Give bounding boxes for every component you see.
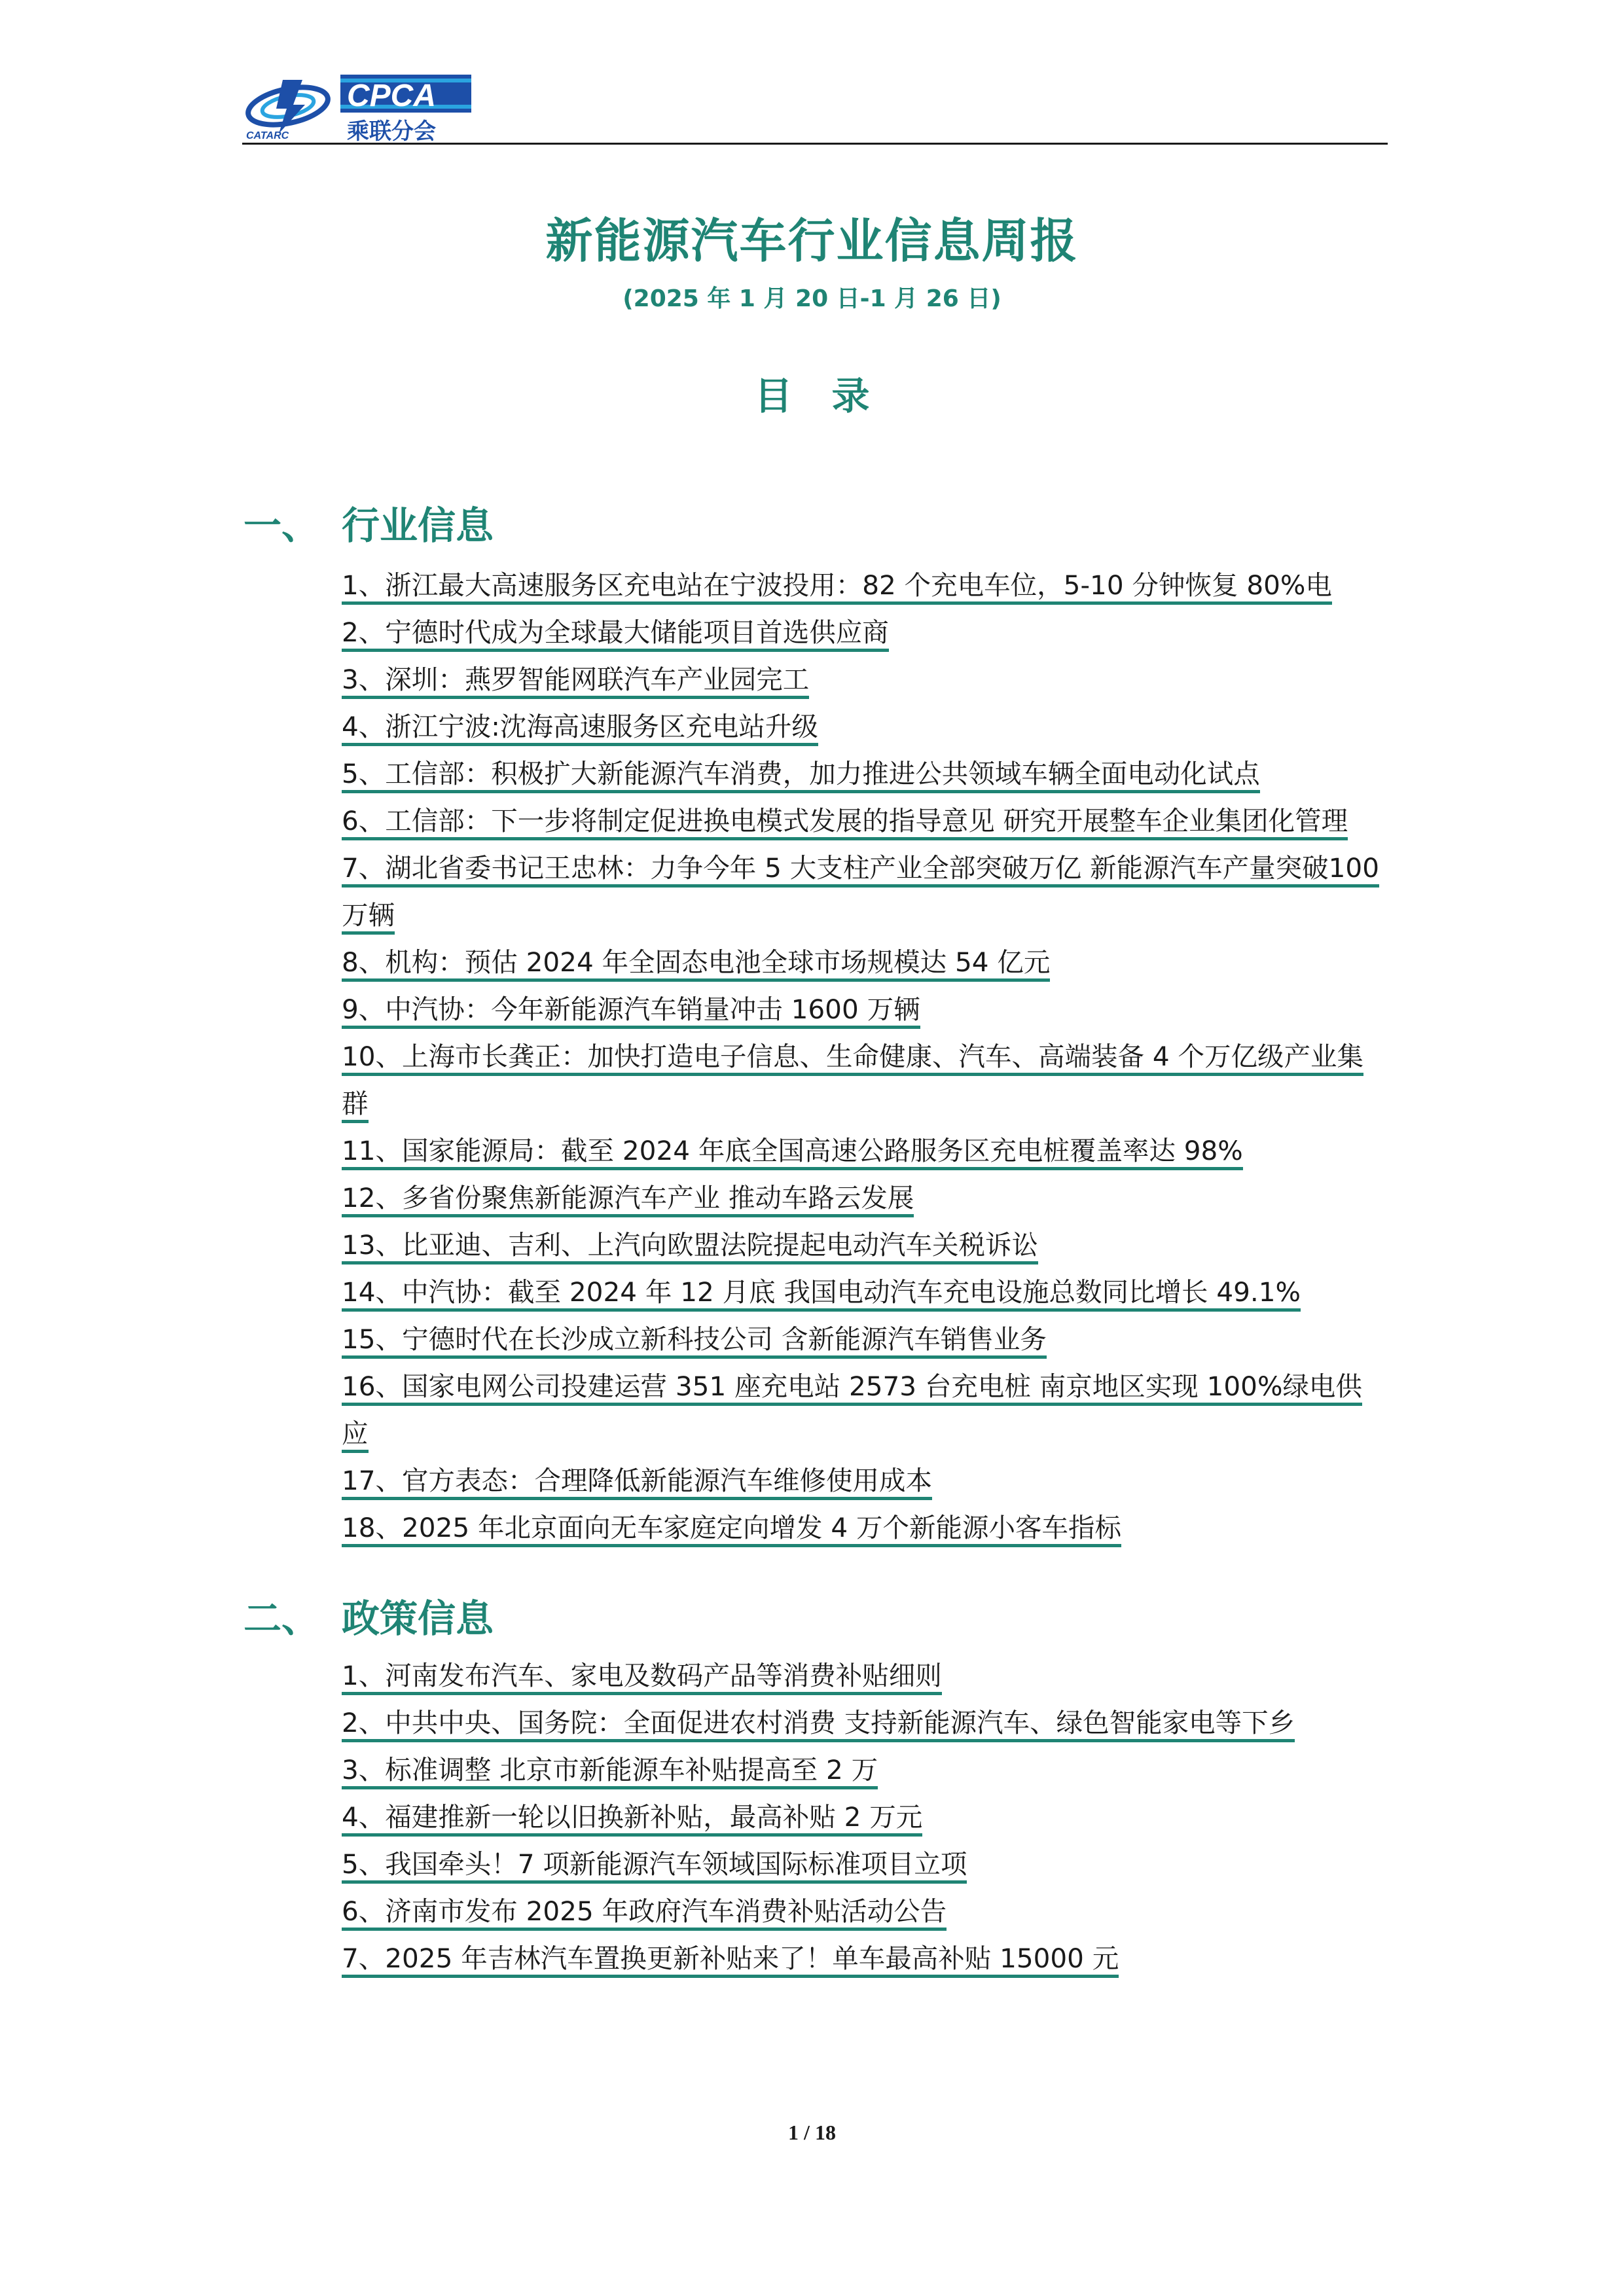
header-divider [242,143,1388,145]
page-number: 1 / 18 [788,2121,836,2144]
toc-item [342,1840,1388,1888]
toc-link[interactable]: 11、国家能源局：截至 2024 年底全国高速公路服务区充电桩覆盖率达 98% [342,1135,1243,1170]
toc-link[interactable]: 7、湖北省委书记王忠林：力争今年 5 大支柱产业全部突破万亿 新能源汽车产量突破100 万辆 [342,852,1379,935]
toc-link[interactable]: 4、福建推新一轮以旧换新补贴，最高补贴 2 万元 [342,1801,922,1837]
toc-item [342,844,1388,939]
toc-link[interactable]: 2、宁德时代成为全球最大储能项目首选供应商 [342,617,889,652]
toc-link[interactable]: 12、多省份聚焦新能源汽车产业 推动车路云发展 [342,1182,914,1217]
toc-title: 目录 [754,374,909,418]
toc-link[interactable]: 5、我国牵头！7 项新能源汽车领域国际标准项目立项 [342,1848,967,1884]
toc-link[interactable]: 15、宁德时代在长沙成立新科技公司 含新能源汽车销售业务 [342,1323,1047,1359]
document-title: 新能源汽车行业信息周报 [545,213,1079,268]
toc-item [342,750,1388,797]
page-header [242,65,1388,145]
toc-link[interactable]: 8、机构：预估 2024 年全固态电池全球市场规模达 54 亿元 [342,946,1050,982]
toc-link[interactable]: 16、国家电网公司投建运营 351 座充电站 2573 台充电桩 南京地区实现 100%绿电供应 [342,1371,1362,1453]
toc-item [342,1363,1388,1457]
toc-item [342,939,1388,986]
section-title: 政策信息 [342,1596,494,1641]
toc-link[interactable]: 3、深圳：燕罗智能网联汽车产业园完工 [342,664,809,699]
toc-item [342,1935,1388,1982]
toc-link[interactable]: 4、浙江宁波:沈海高速服务区充电站升级 [342,711,818,746]
section-number: 二、 [244,1596,320,1641]
cpca-logo [242,65,478,144]
svg-text:CPCA: CPCA [347,79,437,113]
toc-link[interactable]: 5、工信部：积极扩大新能源汽车消费，加力推进公共领域车辆全面电动化试点 [342,758,1260,793]
toc-item [342,1221,1388,1268]
toc-link[interactable]: 13、比亚迪、吉利、上汽向欧盟法院提起电动汽车关税诉讼 [342,1229,1038,1265]
section-number: 一、 [244,503,320,548]
toc-item [342,1504,1388,1551]
toc-link[interactable]: 3、标准调整 北京市新能源车补贴提高至 2 万 [342,1754,878,1789]
toc-item [342,703,1388,750]
toc-link[interactable]: 7、2025 年吉林汽车置换更新补贴来了！单车最高补贴 15000 元 [342,1943,1119,1978]
toc-item [342,562,1388,609]
toc-link[interactable]: 18、2025 年北京面向无车家庭定向增发 4 万个新能源小客车指标 [342,1512,1121,1547]
toc-item [342,1127,1388,1174]
toc-item [342,1793,1388,1840]
toc-list-industry [342,562,1388,1551]
svg-text:乘联分会: 乘联分会 [347,118,436,144]
toc-link[interactable]: 14、中汽协：截至 2024 年 12 月底 我国电动汽车充电设施总数同比增长 49.1% [342,1276,1301,1312]
toc-link[interactable]: 2、中共中央、国务院：全面促进农村消费 支持新能源汽车、绿色智能家电等下乡 [342,1707,1295,1742]
toc-item [342,1699,1388,1746]
svg-text:CATARC: CATARC [246,130,289,141]
document-date-range: (2025 年 1 月 20 日-1 月 26 日) [623,285,1001,312]
toc-item [342,1268,1388,1316]
toc-list-policy [342,1652,1388,1982]
toc-item [342,1033,1388,1127]
toc-link[interactable]: 9、中汽协：今年新能源汽车销量冲击 1600 万辆 [342,994,920,1029]
toc-item [342,1457,1388,1504]
toc-item [342,986,1388,1033]
toc-item [342,1316,1388,1363]
toc-link[interactable]: 1、河南发布汽车、家电及数码产品等消费补贴细则 [342,1660,942,1695]
toc-link[interactable]: 1、浙江最大高速服务区充电站在宁波投用：82 个充电车位，5-10 分钟恢复 80%电 [342,569,1332,605]
toc-item [342,656,1388,703]
toc-link[interactable]: 10、上海市长龚正：加快打造电子信息、生命健康、汽车、高端装备 4 个万亿级产业集群 [342,1041,1363,1123]
toc-item [342,1888,1388,1935]
toc-link[interactable]: 6、工信部：下一步将制定促进换电模式发展的指导意见 研究开展整车企业集团化管理 [342,805,1348,840]
toc-item [342,1746,1388,1793]
toc-item [342,797,1388,844]
toc-item [342,609,1388,656]
toc-item [342,1174,1388,1221]
toc-item [342,1652,1388,1699]
toc-link[interactable]: 17、官方表态：合理降低新能源汽车维修使用成本 [342,1465,932,1500]
section-title: 行业信息 [342,503,494,548]
toc-link[interactable]: 6、济南市发布 2025 年政府汽车消费补贴活动公告 [342,1895,947,1931]
